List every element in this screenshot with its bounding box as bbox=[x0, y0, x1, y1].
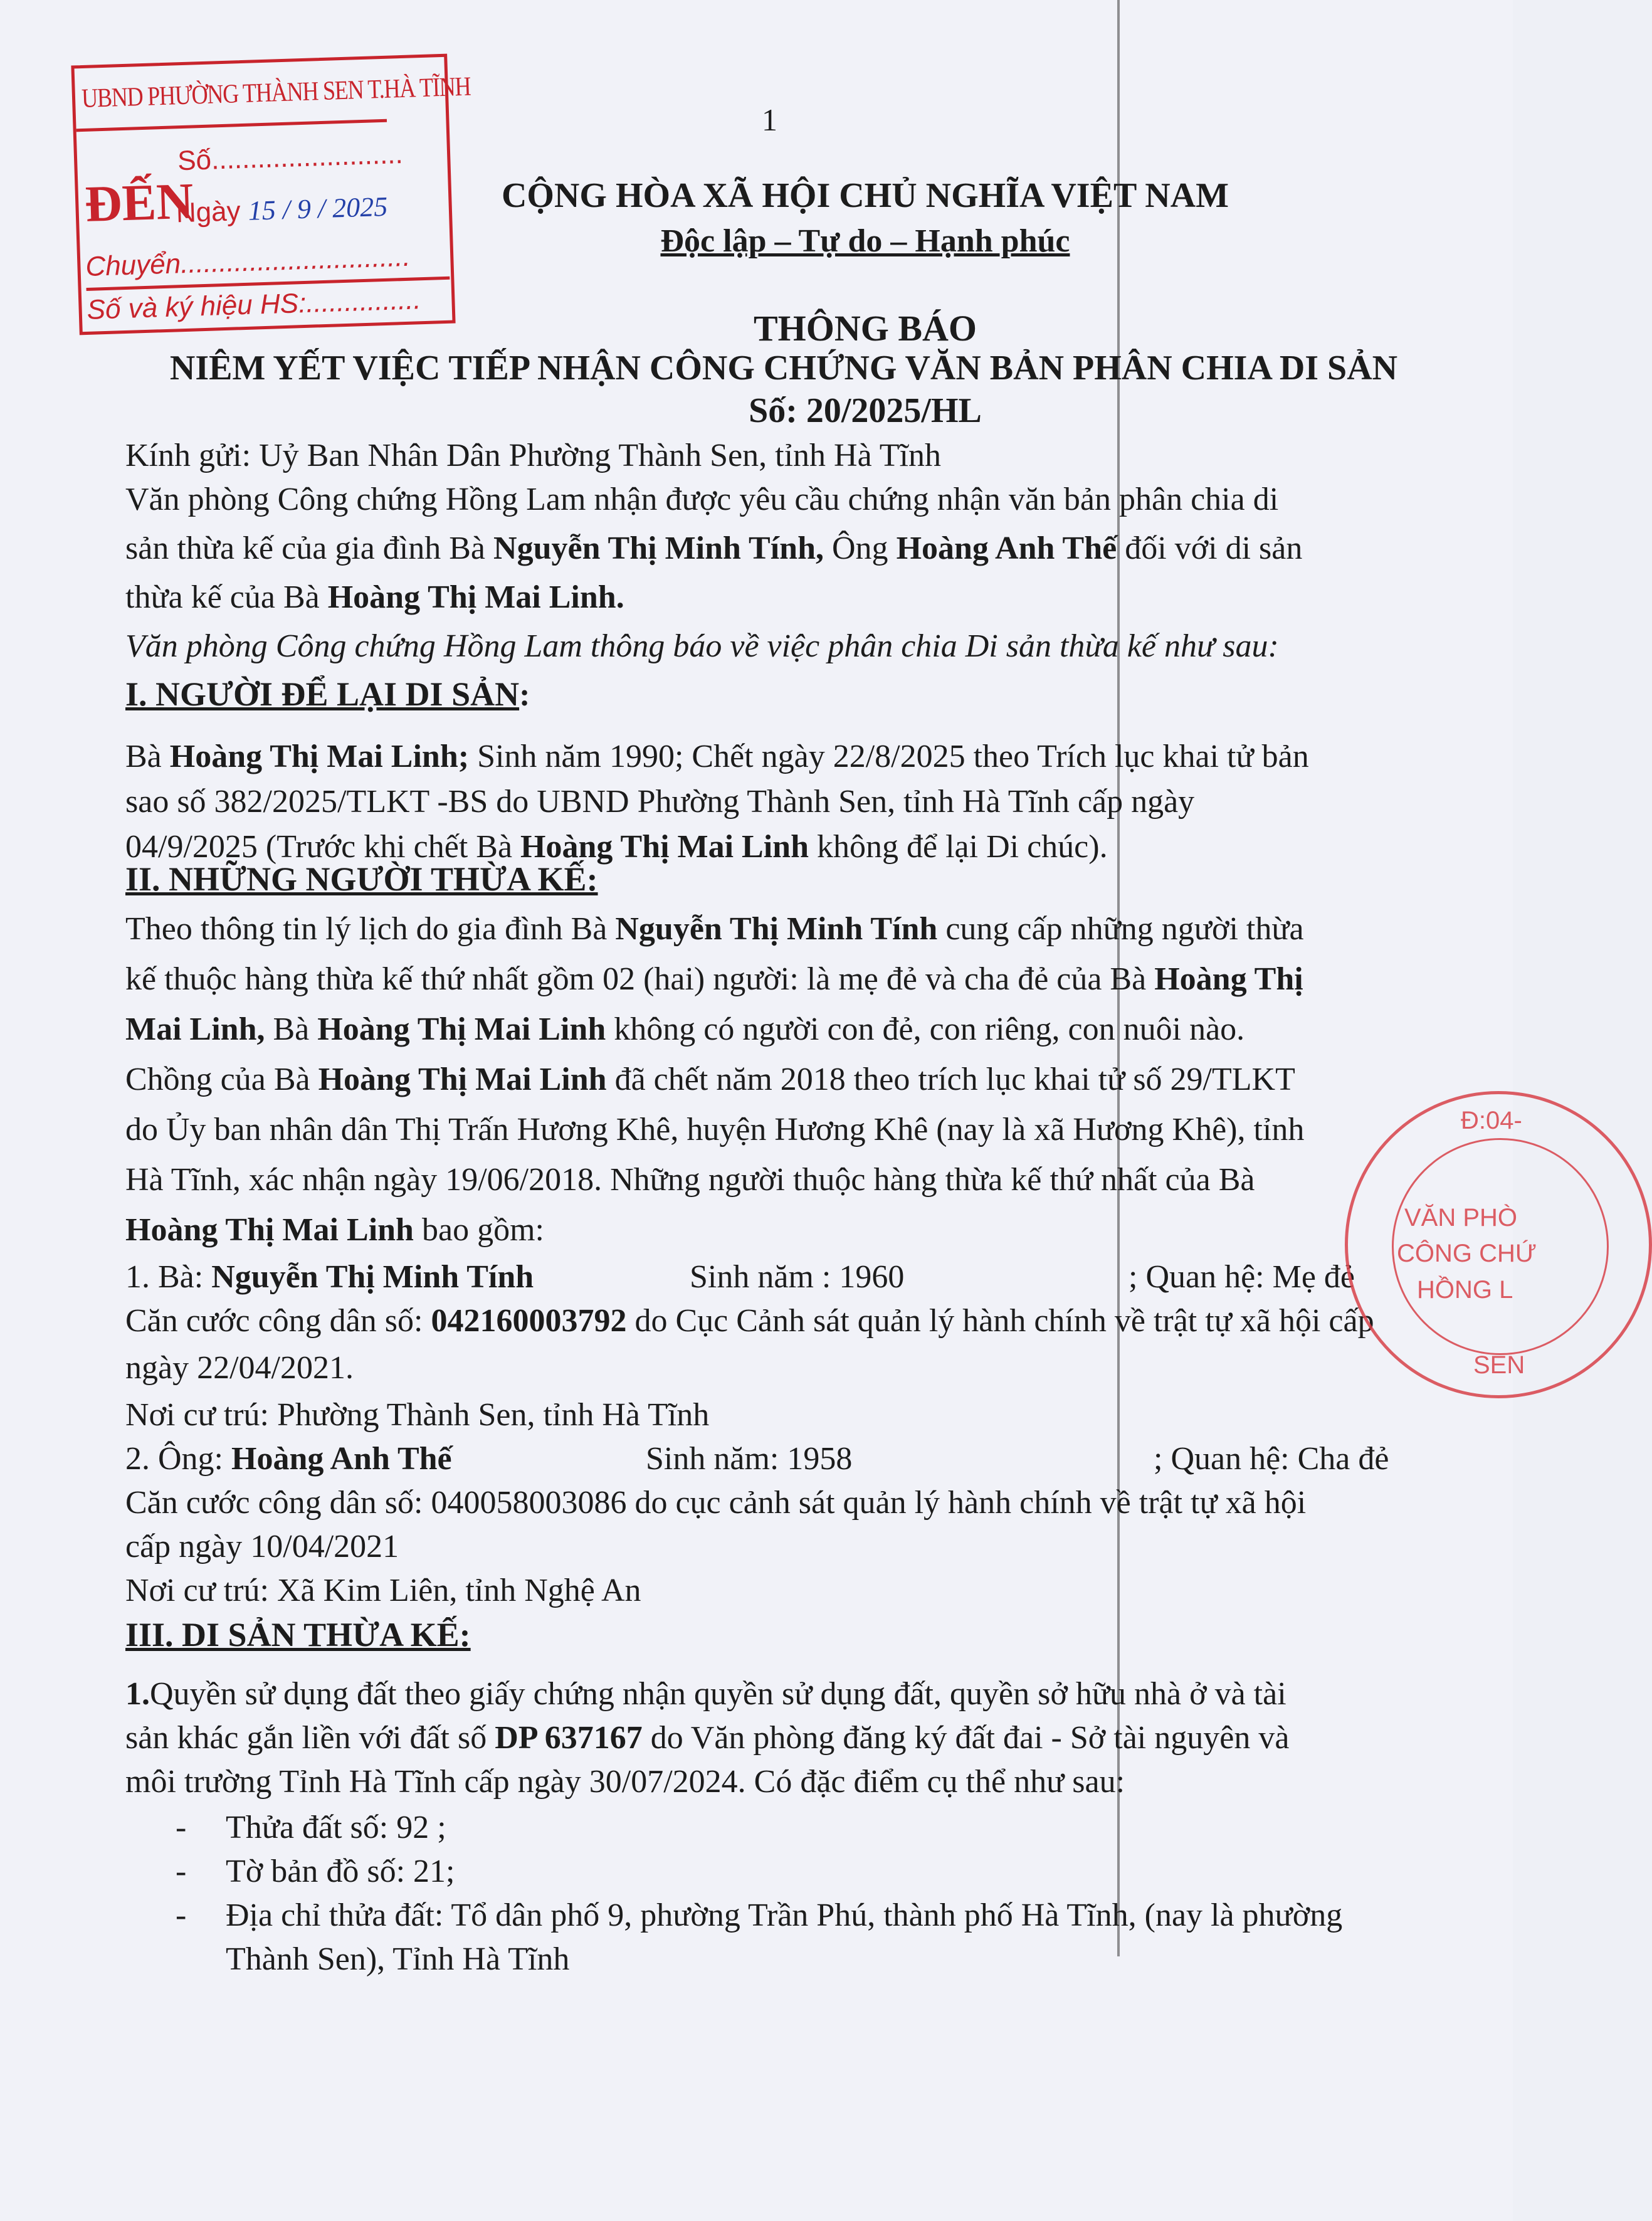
text-run: thừa kế của Bà bbox=[125, 579, 328, 615]
notary-seal bbox=[1345, 1091, 1652, 1398]
deceased-name: Hoàng Thị Mai Linh bbox=[318, 1062, 607, 1097]
text-run: Sinh năm 1990; Chết ngày 22/8/2025 theo Trích lục khai tử bản bbox=[469, 739, 1309, 774]
heir-name: Nguyễn Thị Minh Tính bbox=[211, 1259, 534, 1295]
heir-1-relation: ; Quan hệ: Mẹ đẻ bbox=[1129, 1259, 1355, 1295]
id-number: 042160003792 bbox=[431, 1303, 627, 1339]
text-run: Chồng của Bà bbox=[125, 1062, 318, 1097]
text-run: do Cục Cảnh sát quản lý hành chính về trật tự xã hội cấp bbox=[626, 1303, 1374, 1339]
heir-name: Hoàng Anh Thế bbox=[231, 1441, 452, 1477]
text-run: đã chết năm 2018 theo trích lục khai tử số 29/TLKT bbox=[606, 1062, 1295, 1097]
section-2-line-4 bbox=[125, 1057, 1295, 1103]
text-run: không có người con đẻ, con riêng, con nuôi nào. bbox=[606, 1011, 1245, 1047]
heading-colon: : bbox=[519, 677, 530, 713]
text-run: do Văn phòng đăng ký đất đai - Sở tài nguyên và bbox=[642, 1720, 1290, 1756]
text-run: 1. Bà: bbox=[125, 1259, 212, 1295]
section-2-line-3 bbox=[125, 1006, 1244, 1053]
heir-2-residence: Nơi cư trú: Xã Kim Liên, tỉnh Nghệ An bbox=[125, 1573, 641, 1608]
heir-2-label-name bbox=[125, 1436, 452, 1482]
section-3-line-2 bbox=[125, 1715, 1289, 1761]
section-2-line-2 bbox=[125, 956, 1303, 1003]
deceased-name: Mai Linh, bbox=[125, 1011, 265, 1047]
heir-name: Nguyễn Thị Minh Tính bbox=[615, 911, 938, 947]
heading-text: I. NGƯỜI ĐỂ LẠI DI SẢN bbox=[125, 675, 520, 713]
text-run: Căn cước công dân số: bbox=[125, 1303, 431, 1339]
deceased-name: Hoàng Thị Mai Linh bbox=[317, 1011, 606, 1047]
heir-1-birth: Sinh năm : 1960 bbox=[690, 1259, 905, 1295]
text-run: kế thuộc hàng thừa kế thứ nhất gồm 02 (hai) người: là mẹ đẻ và cha đẻ của Bà bbox=[125, 961, 1155, 997]
section-2-heading: II. NHỮNG NGƯỜI THỪA KẾ: bbox=[125, 860, 598, 898]
item-number: 1. bbox=[125, 1676, 150, 1712]
seal-text: HỒNG L bbox=[1417, 1276, 1513, 1304]
stamp-chuyen: Chuyển.............................. bbox=[85, 241, 411, 282]
text-run: sản khác gắn liền với đất số bbox=[125, 1720, 495, 1756]
text-run: cung cấp những người thừa bbox=[937, 911, 1304, 947]
page-number: 1 bbox=[762, 102, 777, 137]
bullet-item: Thửa đất số: 92 ; bbox=[226, 1810, 446, 1845]
heir-2-id-date: cấp ngày 10/04/2021 bbox=[125, 1529, 399, 1564]
text-run: Ông bbox=[824, 530, 897, 566]
recipient: Kính gửi: Uỷ Ban Nhân Dân Phường Thành Sen, tỉnh Hà Tĩnh bbox=[125, 438, 941, 473]
text-run: bao gồm: bbox=[413, 1212, 544, 1248]
intro-line-4: Văn phòng Công chứng Hồng Lam thông báo về việc phân chia Di sản thừa kế như sau: bbox=[125, 628, 1279, 664]
stamp-so: Số......................... bbox=[177, 138, 404, 177]
national-title: CỘNG HÒA XÃ HỘI CHỦ NGHĨA VIỆT NAM bbox=[501, 176, 1229, 215]
deceased-name: Hoàng Thị Mai Linh; bbox=[169, 739, 470, 774]
section-2-line-1 bbox=[125, 906, 1304, 952]
heir-name: Nguyễn Thị Minh Tính, bbox=[493, 530, 824, 566]
heir-2-birth: Sinh năm: 1958 bbox=[646, 1441, 853, 1477]
stamp-ngay-value: 15 / 9 / 2025 bbox=[247, 191, 388, 226]
text-run: đối với di sản bbox=[1117, 530, 1303, 566]
intro-line-3 bbox=[125, 574, 624, 621]
heir-1-label-name bbox=[125, 1254, 534, 1300]
bullet-item-continued: Thành Sen), Tỉnh Hà Tĩnh bbox=[226, 1941, 570, 1977]
deceased-name: Hoàng Thị Mai Linh. bbox=[327, 579, 624, 615]
section-1-line-2: sao số 382/2025/TLKT -BS do UBND Phường Thành Sen, tỉnh Hà Tĩnh cấp ngày bbox=[125, 784, 1195, 820]
text-run: sản thừa kế của gia đình Bà bbox=[125, 530, 494, 566]
bullet-dash: - bbox=[176, 1810, 187, 1845]
heir-1-id-date: ngày 22/04/2021. bbox=[125, 1350, 354, 1386]
section-2-line-6: Hà Tĩnh, xác nhận ngày 19/06/2018. Những người thuộc hàng thừa kế thứ nhất của Bà bbox=[125, 1162, 1255, 1198]
heir-2-id: Căn cước công dân số: 040058003086 do cục cảnh sát quản lý hành chính về trật tự xã hội bbox=[125, 1485, 1307, 1521]
stamp-den: ĐẾN bbox=[83, 172, 194, 233]
intro-line-2 bbox=[125, 525, 1302, 572]
certificate-number: DP 637167 bbox=[495, 1720, 643, 1756]
section-3-line-3: môi trường Tỉnh Hà Tĩnh cấp ngày 30/07/2024. Có đặc điểm cụ thể như sau: bbox=[125, 1764, 1125, 1800]
section-1-line-1 bbox=[125, 734, 1309, 780]
national-motto: Độc lập – Tự do – Hạnh phúc bbox=[660, 223, 1070, 259]
bullet-dash: - bbox=[176, 1897, 187, 1933]
section-3-heading: III. DI SẢN THỪA KẾ: bbox=[125, 1616, 471, 1654]
bullet-item: Địa chỉ thửa đất: Tổ dân phố 9, phường Trần Phú, thành phố Hà Tĩnh, (nay là phường bbox=[226, 1897, 1343, 1933]
text-run: Bà bbox=[265, 1011, 318, 1047]
seal-text: CÔNG CHỨ bbox=[1397, 1240, 1537, 1267]
intro-line-1: Văn phòng Công chứng Hồng Lam nhận được yêu cầu chứng nhận văn bản phân chia di bbox=[125, 482, 1279, 517]
section-1-heading bbox=[125, 671, 530, 719]
text-run: không để lại Di chúc). bbox=[809, 829, 1108, 865]
deceased-name: Hoàng Thị bbox=[1154, 961, 1303, 997]
doc-title: THÔNG BÁO bbox=[753, 308, 977, 349]
stamp-so-ky-hieu: Số và ký hiệu HS:............... bbox=[87, 277, 451, 326]
section-2-line-5: do Ủy ban nhân dân Thị Trấn Hương Khê, huyện Hương Khê (nay là xã Hương Khê), tỉnh bbox=[125, 1112, 1305, 1147]
doc-number: Số: 20/2025/HL bbox=[749, 391, 982, 430]
bullet-dash: - bbox=[176, 1854, 187, 1889]
seal-text: SEN bbox=[1473, 1351, 1525, 1379]
heir-1-id bbox=[125, 1298, 1374, 1344]
heir-2-relation: ; Quan hệ: Cha đẻ bbox=[1154, 1441, 1389, 1477]
seal-text: VĂN PHÒ bbox=[1404, 1204, 1518, 1232]
text-run: 04/9/2025 (Trước khi chết Bà bbox=[125, 829, 521, 865]
text-run: Quyền sử dụng đất theo giấy chứng nhận quyền sử dụng đất, quyền sở hữu nhà ở và tài bbox=[150, 1676, 1286, 1712]
section-2-line-7 bbox=[125, 1207, 544, 1253]
deceased-name: Hoàng Thị Mai Linh bbox=[520, 829, 809, 865]
text-run: 2. Ông: bbox=[125, 1441, 231, 1477]
doc-subtitle: NIÊM YẾT VIỆC TIẾP NHẬN CÔNG CHỨNG VĂN BẢN PHÂN CHIA DI SẢN bbox=[169, 349, 1398, 388]
section-3-line-1 bbox=[125, 1671, 1286, 1717]
text-run: Bà bbox=[125, 739, 170, 774]
stamp-ngay-label: Ngày bbox=[176, 196, 241, 229]
deceased-name: Hoàng Thị Mai Linh bbox=[125, 1212, 414, 1248]
text-run: Theo thông tin lý lịch do gia đình Bà bbox=[125, 911, 616, 947]
seal-text: Đ:04- bbox=[1461, 1107, 1522, 1134]
stamp-office: UBND PHƯỜNG THÀNH SEN T.HÀ TĨNH bbox=[75, 59, 387, 132]
heir-name: Hoàng Anh Thế bbox=[896, 530, 1117, 566]
heir-1-residence: Nơi cư trú: Phường Thành Sen, tỉnh Hà Tĩnh bbox=[125, 1397, 710, 1433]
bullet-item: Tờ bản đồ số: 21; bbox=[226, 1854, 455, 1889]
